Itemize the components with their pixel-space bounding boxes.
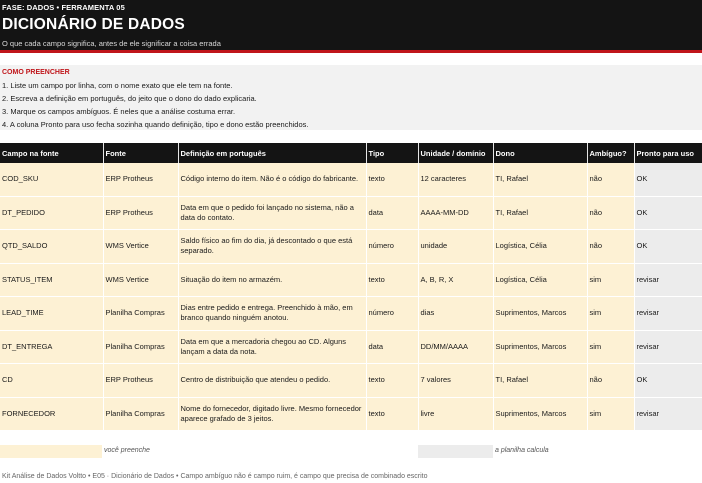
field-name-cell[interactable]: LEAD_TIME <box>0 297 103 331</box>
unit-cell[interactable]: DD/MM/AAAA <box>418 330 493 364</box>
type-cell[interactable]: texto <box>366 163 418 196</box>
table-row <box>0 397 702 431</box>
source-cell[interactable]: WMS Vertice <box>103 263 178 297</box>
instructions-heading: COMO PREENCHER <box>2 69 70 76</box>
ambiguous-cell[interactable]: sim <box>587 397 634 431</box>
source-cell[interactable]: ERP Protheus <box>103 196 178 230</box>
field-name-cell[interactable]: DT_ENTREGA <box>0 330 103 364</box>
legend-swatch-fill <box>0 445 102 458</box>
unit-cell[interactable]: dias <box>418 297 493 331</box>
unit-cell[interactable]: AAAA-MM-DD <box>418 196 493 230</box>
column-header: Pronto para uso <box>634 143 702 163</box>
column-header: Campo na fonte <box>0 143 103 163</box>
owner-cell[interactable]: Suprimentos, Marcos <box>493 297 587 331</box>
definition-cell[interactable]: Data em que o pedido foi lançado no sistema, não a data do contato. <box>178 196 366 230</box>
column-header: Unidade / domínio <box>418 143 493 163</box>
unit-cell[interactable]: unidade <box>418 230 493 264</box>
type-cell[interactable]: texto <box>366 364 418 398</box>
page-title: DICIONÁRIO DE DADOS <box>2 16 185 33</box>
definition-cell[interactable]: Saldo físico ao fim do dia, já descontado o que está separado. <box>178 230 366 264</box>
source-cell[interactable]: Planilha Compras <box>103 297 178 331</box>
field-name-cell[interactable]: QTD_SALDO <box>0 230 103 264</box>
page-subtitle: O que cada campo significa, antes de ele significar a coisa errada <box>2 39 221 48</box>
source-cell[interactable]: Planilha Compras <box>103 330 178 364</box>
legend-label-fill: você preenche <box>104 447 150 454</box>
field-name-cell[interactable]: STATUS_ITEM <box>0 263 103 297</box>
ambiguous-cell[interactable]: sim <box>587 263 634 297</box>
table-row <box>0 263 702 297</box>
definition-cell[interactable]: Data em que a mercadoria chegou ao CD. Alguns lançam a data da nota. <box>178 330 366 364</box>
definition-cell[interactable]: Código interno do item. Não é o código do fabricante. <box>178 163 366 196</box>
type-cell[interactable]: data <box>366 330 418 364</box>
table-row <box>0 163 702 196</box>
instruction-step: 4. A coluna Pronto para uso fecha sozinha quando definição, tipo e dono estão preenchidos. <box>2 120 309 129</box>
ambiguous-cell[interactable]: não <box>587 196 634 230</box>
unit-cell[interactable]: A, B, R, X <box>418 263 493 297</box>
type-cell[interactable]: número <box>366 230 418 264</box>
field-name-cell[interactable]: COD_SKU <box>0 163 103 196</box>
unit-cell[interactable]: 12 caracteres <box>418 163 493 196</box>
column-header: Fonte <box>103 143 178 163</box>
ready-cell: OK <box>634 230 702 264</box>
table-row <box>0 196 702 230</box>
ready-cell: revisar <box>634 263 702 297</box>
ready-cell: revisar <box>634 297 702 331</box>
ambiguous-cell[interactable]: não <box>587 364 634 398</box>
phase-label: FASE: DADOS • FERRAMENTA 05 <box>2 3 125 12</box>
owner-cell[interactable]: TI, Rafael <box>493 163 587 196</box>
table-row <box>0 364 702 398</box>
ambiguous-cell[interactable]: sim <box>587 297 634 331</box>
type-cell[interactable]: data <box>366 196 418 230</box>
field-name-cell[interactable]: CD <box>0 364 103 398</box>
data-dictionary-table <box>0 143 702 431</box>
source-cell[interactable]: Planilha Compras <box>103 397 178 431</box>
definition-cell[interactable]: Dias entre pedido e entrega. Preenchido à mão, em branco quando ninguém anotou. <box>178 297 366 331</box>
ready-cell: revisar <box>634 397 702 431</box>
owner-cell[interactable]: Suprimentos, Marcos <box>493 397 587 431</box>
table-row <box>0 230 702 264</box>
ready-cell: OK <box>634 364 702 398</box>
column-header: Definição em português <box>178 143 366 163</box>
type-cell[interactable]: número <box>366 297 418 331</box>
field-name-cell[interactable]: FORNECEDOR <box>0 397 103 431</box>
definition-cell[interactable]: Situação do item no armazém. <box>178 263 366 297</box>
ready-cell: revisar <box>634 330 702 364</box>
column-header: Tipo <box>366 143 418 163</box>
owner-cell[interactable]: TI, Rafael <box>493 196 587 230</box>
definition-cell[interactable]: Nome do fornecedor, digitado livre. Mesmo fornecedor aparece grafado de 3 jeitos. <box>178 397 366 431</box>
table-row <box>0 330 702 364</box>
source-cell[interactable]: ERP Protheus <box>103 364 178 398</box>
instruction-step: 3. Marque os campos ambíguos. É neles que a análise costuma errar. <box>2 107 236 116</box>
instruction-step: 2. Escreva a definição em português, do jeito que o dono do dado explicaria. <box>2 94 257 103</box>
field-name-cell[interactable]: DT_PEDIDO <box>0 196 103 230</box>
column-header: Ambíguo? <box>587 143 634 163</box>
definition-cell[interactable]: Centro de distribuição que atendeu o pedido. <box>178 364 366 398</box>
page-footer: Kit Análise de Dados Voltto • E05 · Dicionário de Dados • Campo ambíguo não é campo ruim, é campo que precisa de combinado escrito <box>2 473 428 480</box>
ready-cell: OK <box>634 163 702 196</box>
owner-cell[interactable]: Logística, Célia <box>493 230 587 264</box>
ready-cell: OK <box>634 196 702 230</box>
instruction-step: 1. Liste um campo por linha, com o nome exato que ele tem na fonte. <box>2 81 233 90</box>
unit-cell[interactable]: livre <box>418 397 493 431</box>
source-cell[interactable]: ERP Protheus <box>103 163 178 196</box>
ambiguous-cell[interactable]: não <box>587 163 634 196</box>
owner-cell[interactable]: Logística, Célia <box>493 263 587 297</box>
ambiguous-cell[interactable]: não <box>587 230 634 264</box>
legend-swatch-calc <box>418 445 493 458</box>
type-cell[interactable]: texto <box>366 263 418 297</box>
legend-label-calc: a planilha calcula <box>495 447 549 454</box>
column-header: Dono <box>493 143 587 163</box>
page-header <box>0 0 702 50</box>
instructions-panel <box>0 65 702 130</box>
type-cell[interactable]: texto <box>366 397 418 431</box>
owner-cell[interactable]: Suprimentos, Marcos <box>493 330 587 364</box>
accent-divider <box>0 50 702 53</box>
table-row <box>0 297 702 331</box>
unit-cell[interactable]: 7 valores <box>418 364 493 398</box>
source-cell[interactable]: WMS Vertice <box>103 230 178 264</box>
ambiguous-cell[interactable]: sim <box>587 330 634 364</box>
owner-cell[interactable]: TI, Rafael <box>493 364 587 398</box>
table-header-row <box>0 143 702 163</box>
